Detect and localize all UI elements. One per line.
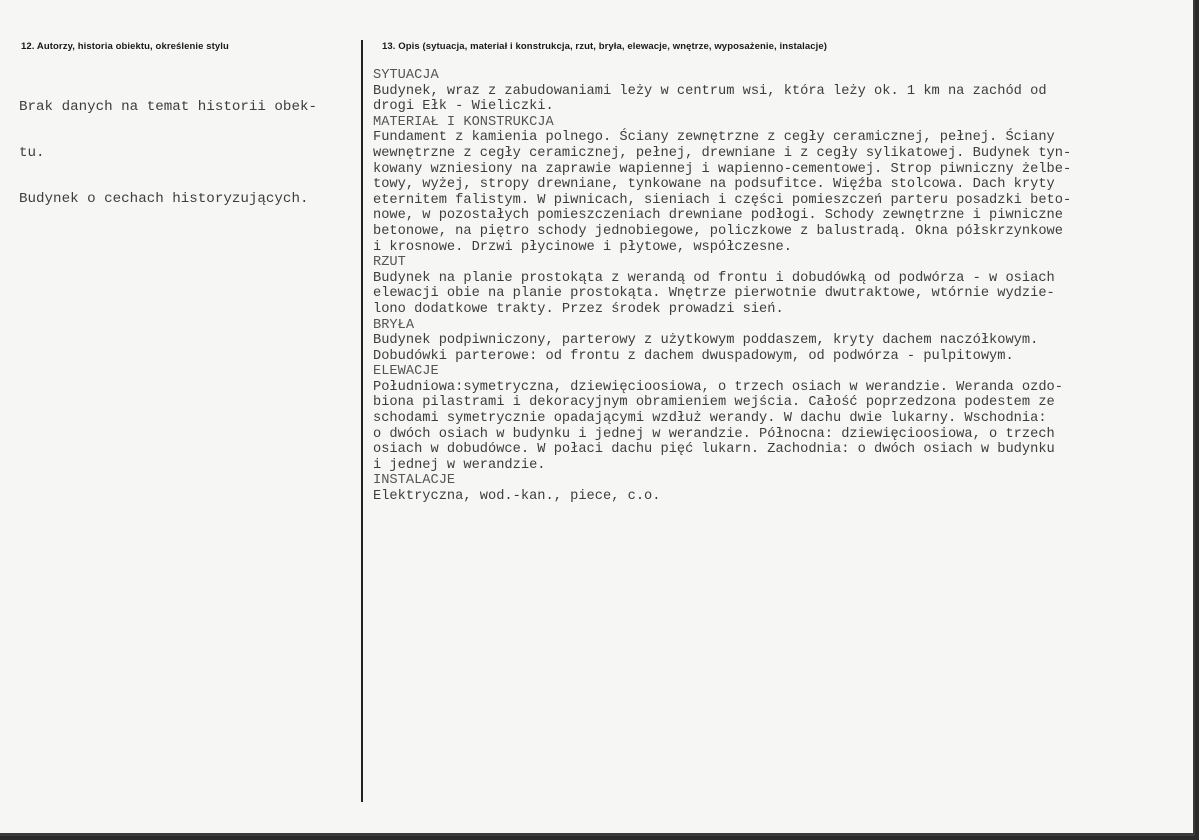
description-line: Budynek, wraz z zabudowaniami leży w centrum wsi, która leży ok. 1 km na zachód od (373, 83, 1047, 99)
section-heading: INSTALACJE (373, 473, 456, 489)
section-heading: RZUT (373, 255, 406, 271)
description-line: i jednej w werandzie. (373, 457, 546, 473)
description-line: betonowe, na piętro schody jednobiegowe, policzkowe z balustradą. Okna półskrzynkowe (373, 223, 1063, 239)
field-12-header: 12. Autorzy, historia obiektu, określenie stylu (21, 41, 229, 52)
description-line: lono dodatkowe trakty. Przez środek prowadzi sień. (373, 301, 784, 317)
description-line: Budynek podpiwniczony, parterowy z użytkowym poddaszem, kryty dachem naczółkowym. (373, 333, 1039, 349)
section-heading: MATERIAŁ I KONSTRUKCJA (373, 114, 554, 130)
description-line: Fundament z kamienia polnego. Ściany zewnętrzne z cegły ceramicznej, pełnej. Ściany (373, 130, 1055, 146)
description-line: drogi Ełk - Wieliczki. (373, 99, 554, 115)
description-line: Budynek na planie prostokąta z werandą od frontu i dobudówką od podwórza - w osiach (373, 270, 1055, 286)
description-line: elewacji obie na planie prostokąta. Wnętrze pierwotnie dwutraktowe, wtórnie wydzie- (373, 286, 1055, 302)
description-line: Dobudówki parterowe: od frontu z dachem dwuspadowym, od podwórza - pulpitowym. (373, 348, 1014, 364)
description-line: kowany wzniesiony na zaprawie wapiennej i wapienno-cementowej. Strop piwniczny żelbe- (373, 161, 1072, 177)
description-line: i krosnowe. Drzwi płycinowe i płytowe, współczesne. (373, 239, 792, 255)
section-heading: BRYŁA (373, 317, 415, 333)
description-line: eternitem falistym. W piwnicach, sieniach i części pomieszczeń parteru posadzki beto- (373, 192, 1072, 208)
field-13-header: 13. Opis (sytuacja, materiał i konstrukcja, rzut, bryła, elewacje, wnętrze, wyposażenie, instalacje) (382, 41, 828, 52)
description-line: biona pilastrami i dekoracyjnym obramieniem wejścia. Całość poprzedzona podestem ze (373, 395, 1055, 411)
description-line: Południowa:symetryczna, dziewięcioosiowa, o trzech osiach w werandzie. Weranda ozdo- (373, 379, 1063, 395)
description-line: schodami symetrycznie opadającymi wzdłuż werandy. W dachu dwie lukarny. Wschodnia: (373, 411, 1047, 427)
history-text (19, 69, 317, 238)
description-line: towy, wyżej, stropy drewniane, tynkowane na podsufitce. Więźba stolcowa. Dach kryty (373, 177, 1055, 193)
description-line: Elektryczna, wod.-kan., piece, c.o. (373, 489, 661, 505)
description-line: wewnętrzne z cegły ceramicznej, pełnej, drewniane i z cegły sylikatowej. Budynek tyn- (373, 145, 1072, 161)
description-line: o dwóch osiach w budynku i jednej w werandzie. Północna: dziewięcioosiowa, o trzech (373, 426, 1055, 442)
description-text (373, 68, 1071, 505)
section-heading: SYTUACJA (373, 68, 439, 83)
history-line: Brak danych na temat historii obek- (19, 98, 317, 115)
history-line: tu. (19, 145, 45, 162)
description-line: nowe, w pozostałych pomieszczeniach drewniane podłogi. Schody zewnętrzne i piwniczne (373, 208, 1063, 224)
history-line: Budynek o cechach historyzujących. (19, 191, 309, 208)
description-line: osiach w dobudówce. W połaci dachu pięć lukarn. Zachodnia: o dwóch osiach w budynku (373, 442, 1055, 458)
column-divider (361, 40, 363, 802)
section-heading: ELEWACJE (373, 364, 439, 380)
